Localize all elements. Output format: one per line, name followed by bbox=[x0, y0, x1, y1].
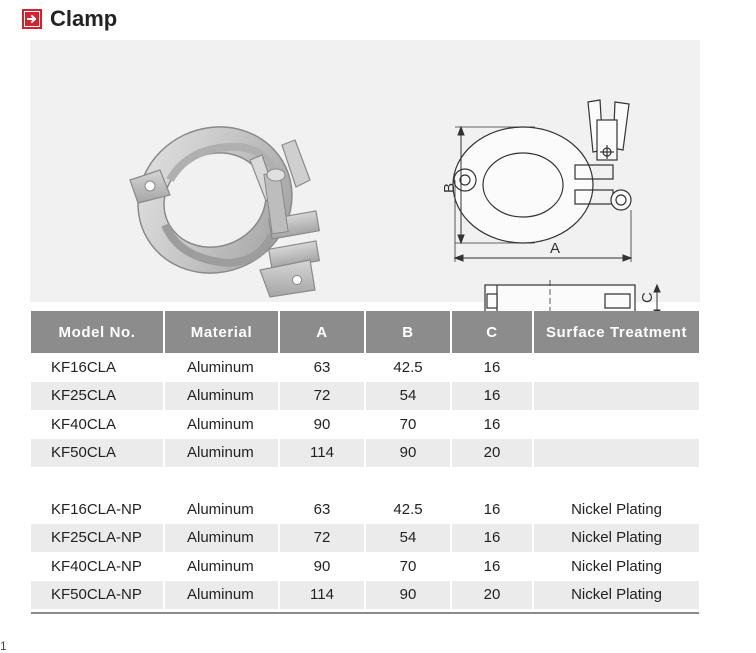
cell-material: Aluminum bbox=[164, 382, 279, 411]
cell-model: KF25CLA bbox=[31, 382, 164, 411]
cell-a: 63 bbox=[279, 495, 365, 524]
cell-material: Aluminum bbox=[164, 495, 279, 524]
arrow-right-icon bbox=[25, 12, 39, 26]
col-header-c: C bbox=[451, 311, 533, 353]
page-header bbox=[22, 6, 117, 32]
cell-a: 72 bbox=[279, 524, 365, 553]
cell-surface: Nickel Plating bbox=[571, 500, 662, 518]
table-row bbox=[31, 552, 699, 581]
cell-b: 42.5 bbox=[365, 495, 451, 524]
cell-b: 54 bbox=[365, 382, 451, 411]
product-figure-area bbox=[30, 40, 700, 302]
cell-c: 20 bbox=[451, 581, 533, 610]
cell-material: Aluminum bbox=[164, 439, 279, 468]
cell-surface: Nickel Plating bbox=[533, 581, 699, 610]
cell-a: 90 bbox=[279, 552, 365, 581]
cell-material: Aluminum bbox=[164, 552, 279, 581]
cell-model: KF16CLA-NP bbox=[31, 495, 164, 524]
cell-a: 72 bbox=[279, 382, 365, 411]
cell-model: KF50CLA bbox=[31, 439, 164, 468]
cell-surface bbox=[533, 353, 699, 382]
table-row bbox=[31, 524, 699, 553]
table-row bbox=[31, 439, 699, 468]
cell-model: KF40CLA-NP bbox=[31, 552, 164, 581]
cell-surface: Nickel Plating bbox=[571, 557, 662, 575]
cell-model: KF50CLA-NP bbox=[31, 581, 164, 610]
cell-c: 16 bbox=[451, 524, 533, 553]
table-bottom-rule bbox=[31, 612, 699, 614]
col-header-a: A bbox=[279, 311, 365, 353]
cell-c: 16 bbox=[451, 552, 533, 581]
clamp-dimension-drawing bbox=[425, 90, 675, 335]
cell-material: Aluminum bbox=[164, 353, 279, 382]
specification-table bbox=[31, 311, 699, 609]
cell-material: Aluminum bbox=[164, 410, 279, 439]
cell-model: KF40CLA bbox=[31, 410, 164, 439]
table-row bbox=[31, 353, 699, 382]
cell-a: 114 bbox=[279, 581, 365, 610]
clamp-product-image bbox=[120, 85, 350, 310]
cell-model: KF25CLA-NP bbox=[31, 524, 164, 553]
table-row bbox=[31, 382, 699, 411]
arrow-box-icon bbox=[22, 9, 42, 29]
table-spacer-row bbox=[31, 467, 699, 495]
col-header-b: B bbox=[365, 311, 451, 353]
cell-c: 16 bbox=[451, 382, 533, 411]
cell-surface: Nickel Plating bbox=[533, 524, 699, 553]
cell-material: Aluminum bbox=[164, 581, 279, 610]
cell-b: 42.5 bbox=[365, 353, 451, 382]
cell-model: KF16CLA bbox=[31, 353, 164, 382]
cell-c: 16 bbox=[451, 353, 533, 382]
cell-c: 20 bbox=[451, 439, 533, 468]
dimension-a-label: A bbox=[550, 240, 561, 257]
cell-a: 90 bbox=[279, 410, 365, 439]
cell-c: 16 bbox=[451, 410, 533, 439]
dimension-c-label: C bbox=[639, 292, 656, 303]
table-row bbox=[31, 495, 699, 524]
table-row bbox=[31, 410, 699, 439]
cell-b: 70 bbox=[365, 552, 451, 581]
col-header-model: Model No. bbox=[31, 311, 164, 353]
cell-surface bbox=[533, 439, 699, 468]
cell-c: 16 bbox=[451, 495, 533, 524]
col-header-material: Material bbox=[164, 311, 279, 353]
table-header-row bbox=[31, 311, 699, 353]
cell-b: 70 bbox=[365, 410, 451, 439]
table-row bbox=[31, 581, 699, 610]
page-title: Clamp bbox=[50, 6, 118, 31]
cell-b: 54 bbox=[365, 524, 451, 553]
dimension-b-label: B bbox=[441, 182, 458, 193]
cell-surface bbox=[533, 410, 699, 439]
cell-b: 90 bbox=[365, 581, 451, 610]
cell-a: 63 bbox=[279, 353, 365, 382]
col-header-surface: Surface Treatment bbox=[533, 311, 699, 353]
cell-material: Aluminum bbox=[164, 524, 279, 553]
page-mark: 1 bbox=[0, 639, 7, 653]
cell-surface bbox=[533, 382, 699, 411]
cell-a: 114 bbox=[279, 439, 365, 468]
cell-b: 90 bbox=[365, 439, 451, 468]
